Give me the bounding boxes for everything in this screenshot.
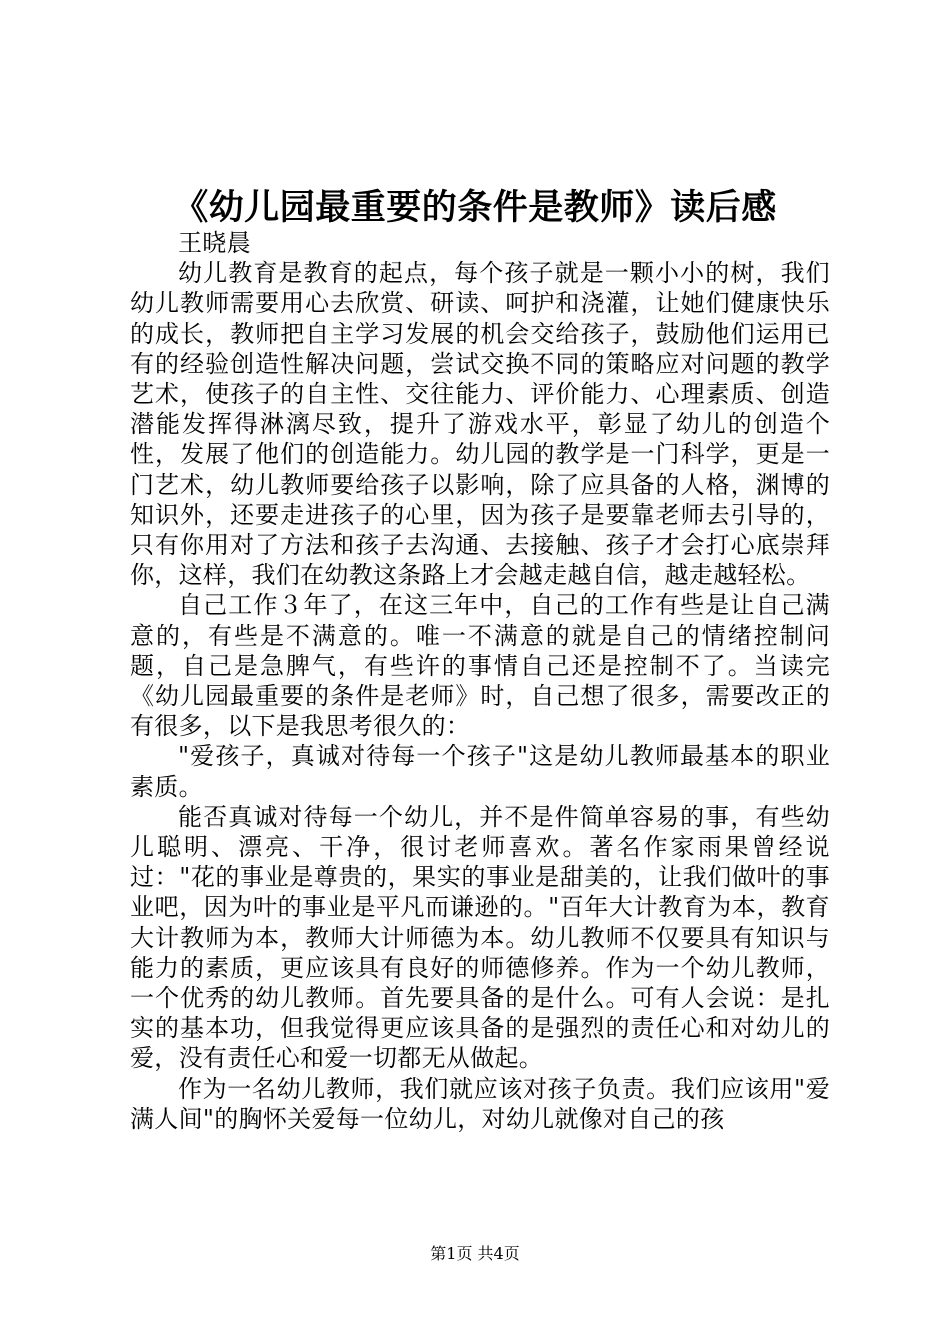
document-title: 《幼儿园最重要的条件是教师》读后感 — [173, 187, 777, 228]
paragraph: 作为一名幼儿教师，我们就应该对孩子负责。我们应该用"爱满人间"的胸怀关爱每一位幼儿，对幼儿就像对自己的孩 — [130, 1074, 830, 1133]
paragraph: 自己工作３年了，在这三年中，自己的工作有些是让自己满意的，有些是不满意的。唯一不满意的就是自己的情绪控制问题，自己是急脾气，有些许的事情自己还是控制不了。当读完《幼儿园最重要的条件是老师》时，自己想了很多，需要改正的有很多，以下是我思考很久的： — [130, 591, 830, 741]
document-body — [130, 228, 830, 1134]
page-number-footer: 第1页 共4页 — [430, 1244, 520, 1263]
paragraph: 能否真诚对待每一个幼儿，并不是件简单容易的事，有些幼儿聪明、漂亮、干净，很讨老师喜欢。著名作家雨果曾经说过："花的事业是尊贵的，果实的事业是甜美的，让我们做叶的事业吧，因为叶的事业是平凡而谦逊的。"百年大计教育为本，教育大计教师为本，教师大计师德为本。幼儿教师不仅要具有知识与能力的素质，更应该具有良好的师德修养。作为一个幼儿教师，一个优秀的幼儿教师。首先要具备的是什么。可有人会说：是扎实的基本功，但我觉得更应该具备的是强烈的责任心和对幼儿的爱，没有责任心和爱一切都无从做起。 — [130, 802, 830, 1073]
paragraph: "爱孩子，真诚对待每一个孩子"这是幼儿教师最基本的职业素质。 — [130, 742, 830, 801]
paragraph: 幼儿教育是教育的起点，每个孩子就是一颗小小的树，我们幼儿教师需要用心去欣赏、研读、呵护和浇灌，让她们健康快乐的成长，教师把自主学习发展的机会交给孩子，鼓励他们运用已有的经验创造性解决问题，尝试交换不同的策略应对问题的教学艺术，使孩子的自主性、交往能力、评价能力、心理素质、创造潜能发挥得淋漓尽致，提升了游戏水平，彰显了幼儿的创造个性，发展了他们的创造能力。幼儿园的教学是一门科学，更是一门艺术，幼儿教师要给孩子以影响，除了应具备的人格，渊博的知识外，还要走进孩子的心里，因为孩子是要靠老师去引导的，只有你用对了方法和孩子去沟通、去接触、孩子才会打心底崇拜你，这样，我们在幼教这条路上才会越走越自信，越走越轻松。 — [130, 259, 830, 590]
author-name: 王晓晨 — [178, 229, 251, 257]
